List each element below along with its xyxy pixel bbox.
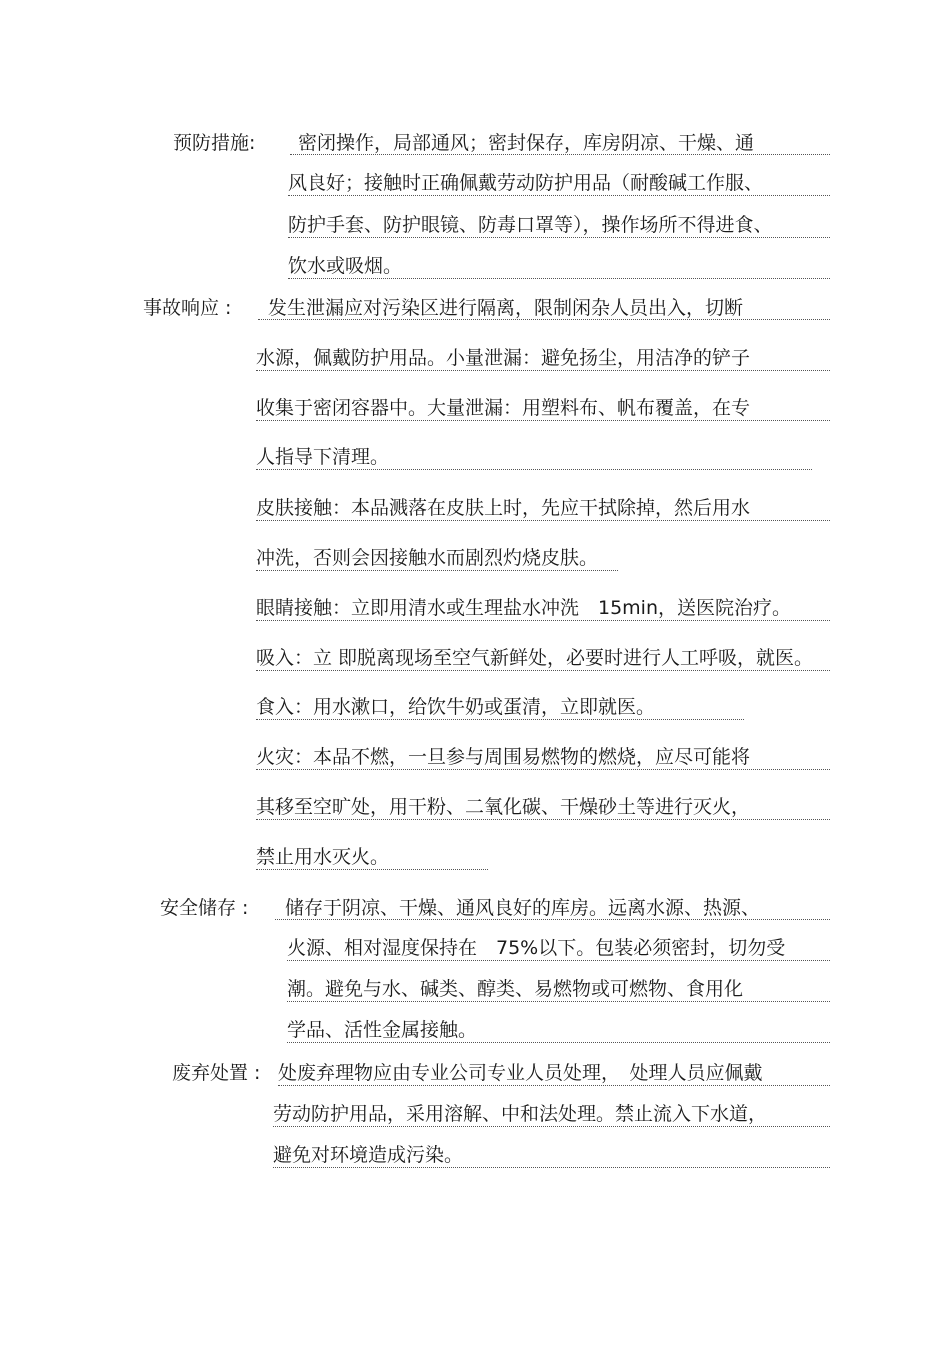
response-line: 眼睛接触：立即用清水或生理盐水冲洗 15min，送医院治疗。 xyxy=(256,596,830,621)
prevention-line: 密闭操作，局部通风；密封保存，库房阴凉、干燥、通 xyxy=(290,131,830,155)
disposal-label: 废弃处置 : xyxy=(172,1062,261,1084)
response-line: 水源，佩戴防护用品。小量泄漏：避免扬尘，用洁净的铲子 xyxy=(256,346,830,371)
disposal-line: 避免对环境造成污染。 xyxy=(273,1143,830,1168)
response-label: 事故响应 : xyxy=(143,297,232,319)
response-line: 火灾：本品不燃，一旦参与周围易燃物的燃烧，应尽可能将 xyxy=(256,745,830,770)
disposal-line: 劳动防护用品，采用溶解、中和法处理。禁止流入下水道， xyxy=(273,1102,830,1127)
prevention-label: 预防措施: xyxy=(173,132,256,154)
response-line: 收集于密闭容器中。大量泄漏：用塑料布、帆布覆盖，在专 xyxy=(256,396,830,421)
storage-line: 火源、相对湿度保持在 75%以下。包装必须密封，切勿受 xyxy=(287,936,830,961)
storage-line: 学品、活性金属接触。 xyxy=(287,1018,830,1043)
response-line: 其移至空旷处，用干粉、二氧化碳、干燥砂土等进行灭火， xyxy=(256,795,830,820)
prevention-line: 饮水或吸烟。 xyxy=(288,254,830,279)
response-line: 食入：用水漱口，给饮牛奶或蛋清，立即就医。 xyxy=(256,695,744,720)
response-line: 人指导下清理。 xyxy=(256,445,812,470)
disposal-line: 处废弃理物应由专业公司专业人员处理， 处理人员应佩戴 xyxy=(278,1061,830,1086)
prevention-line: 风良好；接触时正确佩戴劳动防护用品（耐酸碱工作服、 xyxy=(288,171,830,196)
storage-line: 潮。避免与水、碱类、醇类、易燃物或可燃物、食用化 xyxy=(287,977,830,1002)
response-line: 禁止用水灭火。 xyxy=(256,845,488,870)
prevention-line: 防护手套、防护眼镜、防毒口罩等），操作场所不得进食、 xyxy=(288,213,830,238)
storage-label: 安全储存 : xyxy=(160,897,249,919)
response-line: 发生泄漏应对污染区进行隔离，限制闲杂人员出入，切断 xyxy=(258,296,830,320)
response-line: 冲洗，否则会因接触水而剧烈灼烧皮肤。 xyxy=(256,546,618,571)
response-line: 吸入：立 即脱离现场至空气新鲜处，必要时进行人工呼吸，就医。 xyxy=(256,646,830,671)
response-line: 皮肤接触：本品溅落在皮肤上时，先应干拭除掉，然后用水 xyxy=(256,496,830,521)
storage-line: 储存于阴凉、干燥、通风良好的库房。远离水源、热源、 xyxy=(275,896,830,920)
